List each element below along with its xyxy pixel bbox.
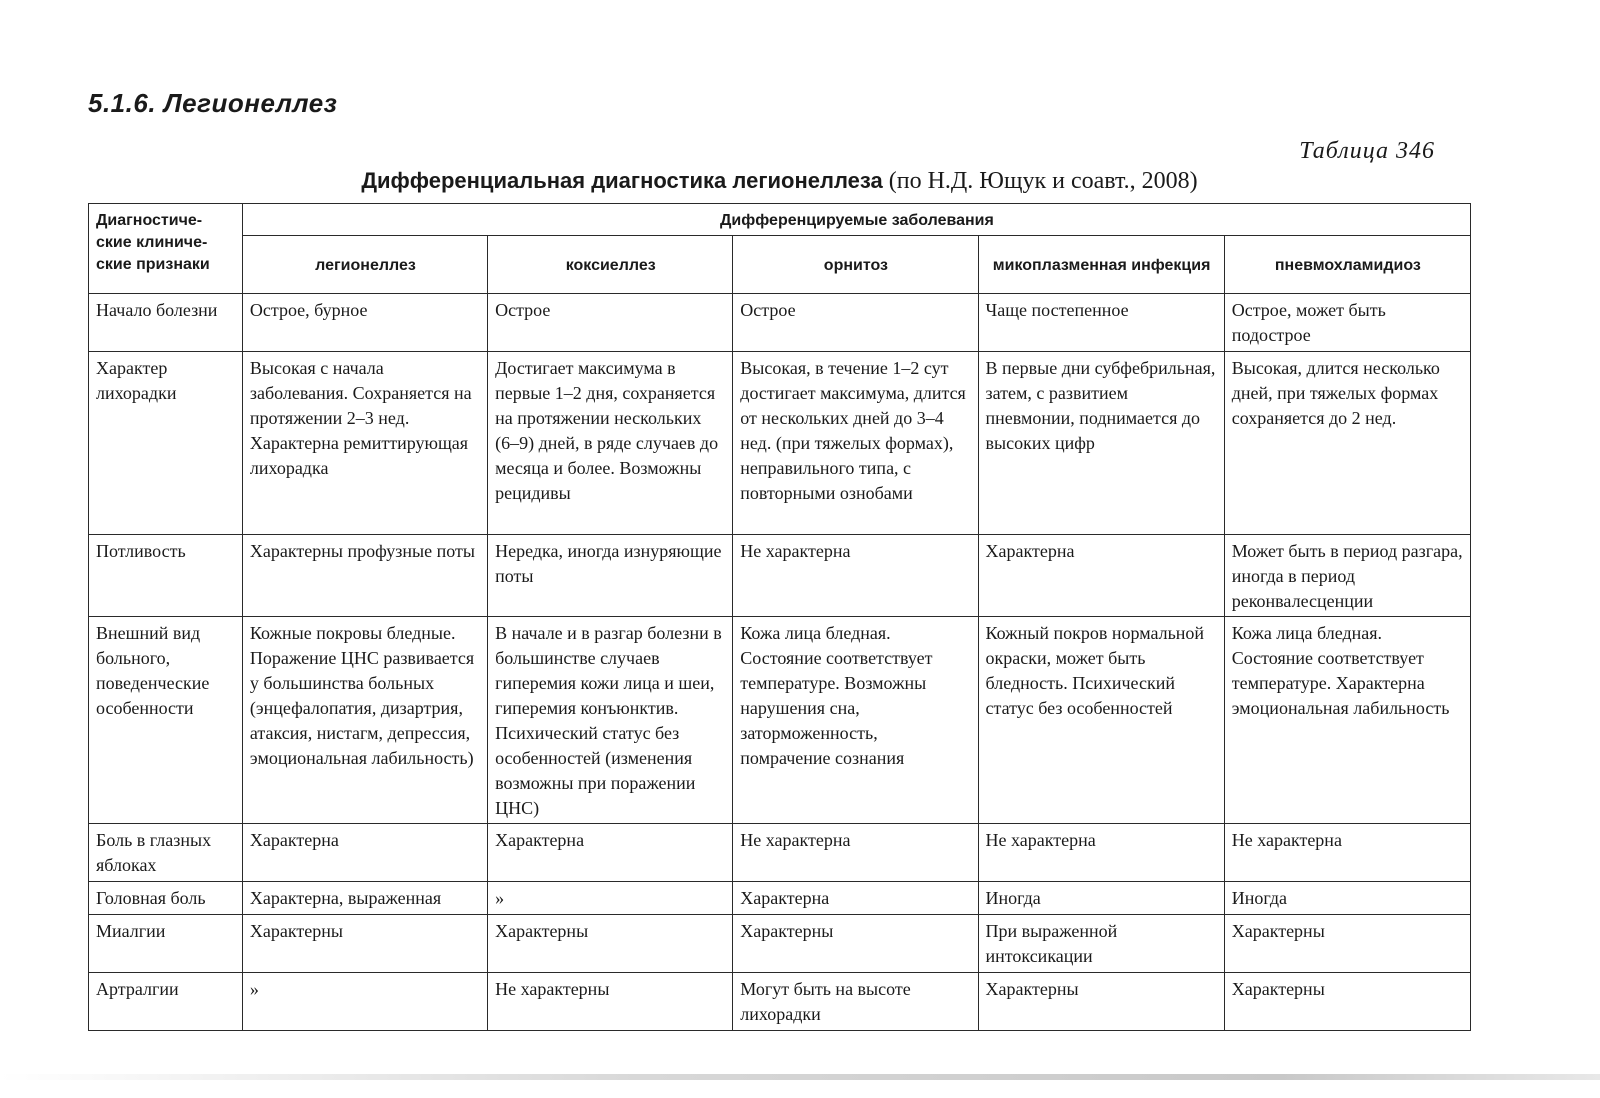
table-cell: Достигает максимума в первые 1–2 дня, сохраняется на протяжении нескольких (6–9) дней, в ряде случаев до месяца и более. Возможны рецидивы bbox=[488, 352, 733, 535]
table-row bbox=[89, 352, 1471, 535]
table-row bbox=[89, 535, 1471, 617]
caption-bold: Дифференциальная диагностика легионеллеза bbox=[361, 168, 883, 193]
table-cell: Характерны bbox=[1224, 915, 1470, 973]
table-cell: Характерна bbox=[242, 824, 487, 882]
table-number: Таблица 346 bbox=[1299, 138, 1435, 164]
table-cell: Высокая с начала заболевания. Сохраняется на протяжении 2–3 нед. Характерна ремиттирующая лихорадка bbox=[242, 352, 487, 535]
column-header: пневмохламидиоз bbox=[1224, 236, 1470, 294]
corner-header: Диагностиче-ские клиниче-ские признаки bbox=[89, 204, 243, 294]
table-cell: Характерна bbox=[488, 824, 733, 882]
table-cell: Характерны bbox=[978, 973, 1224, 1031]
row-feature: Боль в глазных яблоках bbox=[89, 824, 243, 882]
table-cell: Иногда bbox=[978, 882, 1224, 915]
table-cell: Характерна bbox=[978, 535, 1224, 617]
table-cell: Кожные покровы бледные. Поражение ЦНС развивается у большинства больных (энцефалопатия, дизартрия, атаксия, нистагм, депрессия, эмоциональная лабильность) bbox=[242, 617, 487, 824]
row-feature: Начало болезни bbox=[89, 294, 243, 352]
table-row bbox=[89, 824, 1471, 882]
differential-diagnosis-table bbox=[88, 203, 1471, 1031]
table-row bbox=[89, 617, 1471, 824]
row-feature: Миалгии bbox=[89, 915, 243, 973]
table-cell: Кожа лица бледная. Состояние соответствует температуре. Характерна эмоциональная лабильность bbox=[1224, 617, 1470, 824]
table-cell: При выраженной интоксикации bbox=[978, 915, 1224, 973]
table-cell: Не характерна bbox=[733, 535, 978, 617]
row-feature: Характер лихорадки bbox=[89, 352, 243, 535]
table-cell: Характерны bbox=[733, 915, 978, 973]
table-cell: Кожа лица бледная. Состояние соответствует температуре. Возможны нарушения сна, заторможенность, помрачение сознания bbox=[733, 617, 978, 824]
table-row bbox=[89, 294, 1471, 352]
table-cell: Высокая, длится несколько дней, при тяжелых формах сохраняется до 2 нед. bbox=[1224, 352, 1470, 535]
table-cell: Кожный покров нормальной окраски, может быть бледность. Психический статус без особенностей bbox=[978, 617, 1224, 824]
table-cell: Характерны bbox=[242, 915, 487, 973]
table-cell: Могут быть на высоте лихорадки bbox=[733, 973, 978, 1031]
table-row bbox=[89, 973, 1471, 1031]
row-feature: Внешний вид больного, поведенческие особенности bbox=[89, 617, 243, 824]
table-cell: Не характерна bbox=[733, 824, 978, 882]
table-cell: Чаще постепенное bbox=[978, 294, 1224, 352]
table-cell: Характерны профузные поты bbox=[242, 535, 487, 617]
row-feature: Артралгии bbox=[89, 973, 243, 1031]
table-cell: Не характерна bbox=[978, 824, 1224, 882]
row-feature: Головная боль bbox=[89, 882, 243, 915]
table-row bbox=[89, 882, 1471, 915]
table-cell: Острое, бурное bbox=[242, 294, 487, 352]
caption-source: (по Н.Д. Ющук и соавт., 2008) bbox=[882, 168, 1198, 194]
table-cell: Характерна, выраженная bbox=[242, 882, 487, 915]
table-cell: Высокая, в течение 1–2 сут достигает максимума, длится от нескольких дней до 3–4 нед. (при тяжелых формах), неправильного типа, с повторными ознобами bbox=[733, 352, 978, 535]
table-cell: Не характерны bbox=[488, 973, 733, 1031]
column-header: легионеллез bbox=[242, 236, 487, 294]
table-cell: Острое, может быть подострое bbox=[1224, 294, 1470, 352]
page-edge-shadow bbox=[0, 1074, 1600, 1080]
table-cell: Острое bbox=[733, 294, 978, 352]
table-cell: » bbox=[488, 882, 733, 915]
table-cell: Характерны bbox=[1224, 973, 1470, 1031]
table-cell: » bbox=[242, 973, 487, 1031]
column-header: микоплазменная инфекция bbox=[978, 236, 1224, 294]
table-cell: Характерны bbox=[488, 915, 733, 973]
table-cell: Нередка, иногда изнуряющие поты bbox=[488, 535, 733, 617]
table-cell: Характерна bbox=[733, 882, 978, 915]
table-cell: Не характерна bbox=[1224, 824, 1470, 882]
table-row bbox=[89, 915, 1471, 973]
table-cell: Острое bbox=[488, 294, 733, 352]
table-cell: В начале и в разгар болезни в большинстве случаев гиперемия кожи лица и шеи, гиперемия конъюнктив. Психический статус без особенностей (изменения возможны при поражении ЦНС) bbox=[488, 617, 733, 824]
group-header: Дифференцируемые заболевания bbox=[242, 204, 1470, 236]
column-header: орнитоз bbox=[733, 236, 978, 294]
table-cell: Иногда bbox=[1224, 882, 1470, 915]
section-title: 5.1.6. Легионеллез bbox=[88, 88, 338, 118]
row-feature: Потливость bbox=[89, 535, 243, 617]
table-cell: В первые дни субфебрильная, затем, с развитием пневмонии, поднимается до высоких цифр bbox=[978, 352, 1224, 535]
column-header: коксиеллез bbox=[488, 236, 733, 294]
table-caption bbox=[88, 168, 1471, 195]
table-cell: Может быть в период разгара, иногда в период реконвалесценции bbox=[1224, 535, 1470, 617]
